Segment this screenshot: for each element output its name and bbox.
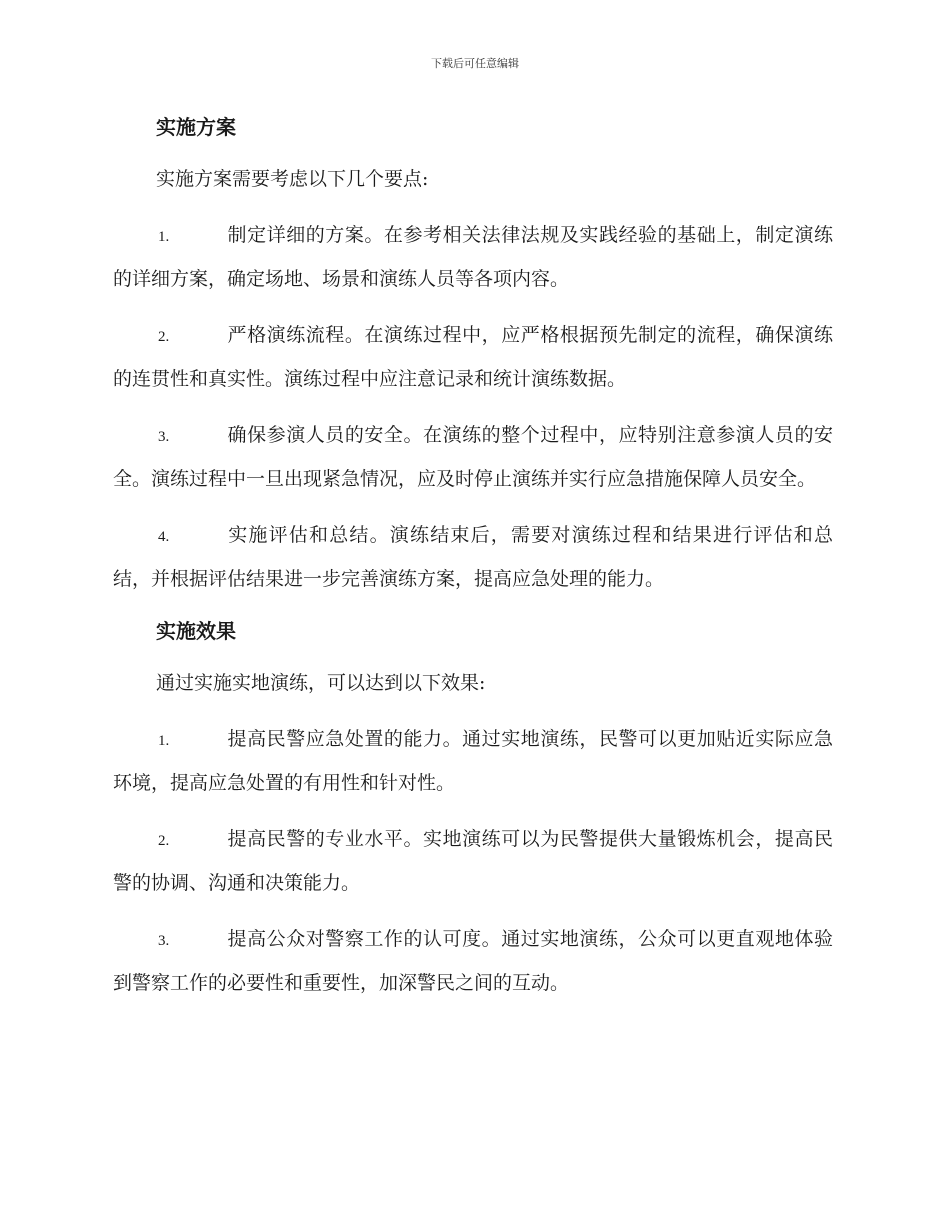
list-item-text: 确保参演人员的安全。在演练的整个过程中，应特别注意参演人员的安全。演练过程中一旦出现紧急情况，应及时停止演练并实行应急措施保障人员安全。 [113,424,833,490]
list-item [113,918,833,1004]
list-item-number: 2. [158,329,170,345]
list-item-number: 1. [158,229,170,245]
list-item-text: 严格演练流程。在演练过程中，应严格根据预先制定的流程，确保演练的连贯性和真实性。演练过程中应注意记录和统计演练数据。 [113,324,833,390]
list-item [113,214,833,300]
list-item-text: 提高民警的专业水平。实地演练可以为民警提供大量锻炼机会，提高民警的协调、沟通和决策能力。 [113,828,833,894]
list-item [113,818,833,904]
list-item-number: 2. [158,833,170,849]
section-intro-plan: 实施方案需要考虑以下几个要点: [156,168,429,190]
section-heading-plan: 实施方案 [156,115,236,139]
list-item [113,414,833,500]
list-item-text: 实施评估和总结。演练结束后，需要对演练过程和结果进行评估和总结，并根据评估结果进一步完善演练方案，提高应急处理的能力。 [113,524,833,590]
section-heading-effect: 实施效果 [156,619,236,643]
document-body [113,108,833,1004]
list-item [113,314,833,400]
list-item [113,514,833,600]
page-header: 下载后可任意编辑 [431,57,519,70]
list-item-text: 提高公众对警察工作的认可度。通过实地演练，公众可以更直观地体验到警察工作的必要性和重要性，加深警民之间的互动。 [113,928,833,994]
list-item-text: 制定详细的方案。在参考相关法律法规及实践经验的基础上，制定演练的详细方案，确定场地、场景和演练人员等各项内容。 [113,224,833,290]
list-item-number: 3. [158,933,170,949]
list-item-text: 提高民警应急处置的能力。通过实地演练，民警可以更加贴近实际应急环境，提高应急处置的有用性和针对性。 [113,728,833,794]
list-item-number: 1. [158,733,170,749]
list-item-number: 3. [158,429,170,445]
list-item [113,718,833,804]
list-item-number: 4. [158,529,170,545]
section-intro-effect: 通过实施实地演练，可以达到以下效果: [156,672,486,694]
